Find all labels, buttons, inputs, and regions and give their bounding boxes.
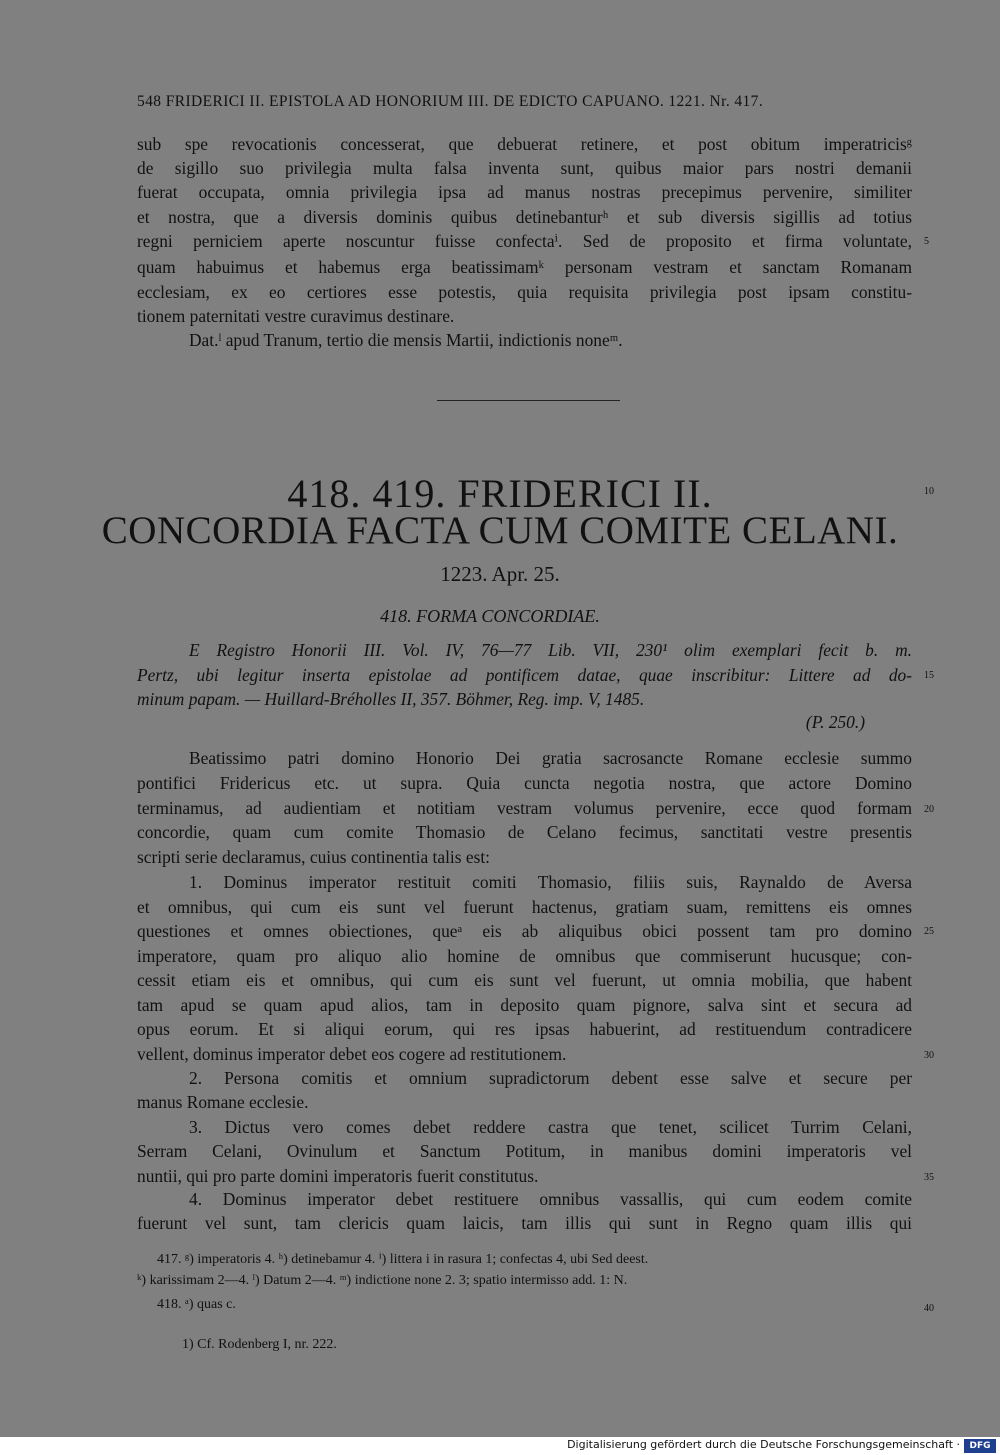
text-line: 4. Dominus imperator debet restituere omnibus vassallis, qui cum eodem comite [189,1189,912,1209]
text-line: manus Romane ecclesie. [137,1092,309,1112]
margin-line-number: 35 [924,1172,934,1183]
source-line: E Registro Honorii III. Vol. IV, 76—77 Lib. VII, 230¹ olim exemplari fecit b. m. [189,640,912,660]
text-line: concordie, quam cum comite Thomasio de Celano fecimus, sanctitati vestre presentis [137,822,912,842]
text-line: 2. Persona comitis et omnium supradictorum debent esse salve et secure per [189,1068,912,1088]
text-line: 1. Dominus imperator restituit comiti Thomasio, filiis suis, Raynaldo de Aversa [189,872,912,892]
margin-line-number: 15 [924,670,934,681]
section-divider [437,400,620,401]
text-line: ecclesiam, ex eo certiores esse potestis, quia requisita privilegia post ipsam constitu- [137,282,912,302]
text-line: 3. Dictus vero comes debet reddere castra que tenet, scilicet Turrim Celani, [189,1117,912,1137]
text-line: sub spe revocationis concesserat, que debuerat retinere, et post obitum imperatricisᵍ [137,134,912,154]
footnote-line: 417. ᵍ) imperatoris 4. ʰ) detinebamur 4. ⁱ) littera i in rasura 1; confectas 4, ubi Sed deest. [157,1252,649,1267]
digitization-footer [0,1437,1000,1455]
text-line: et omnibus, qui cum eis sunt vel fuerunt hactenus, gratiam suam, remittens eis omnes [137,897,912,917]
margin-line-number: 40 [924,1303,934,1314]
source-line: Pertz, ubi legitur inserta epistolae ad pontificem datae, quae inscribitur: Littere ad do- [137,665,912,685]
text-line: opus eorum. Et si aliqui eorum, qui res ipsas habuerint, ad restituendum contradicere [137,1019,912,1039]
text-line: fuerat occupata, omnia privilegia ipsa ad manus nostras precepimus pervenire, similiter [137,182,912,202]
text-line: scripti serie declaramus, cuius continentia talis est: [137,847,491,867]
document-date: 1223. Apr. 25. [440,562,560,586]
text-line: tionem paternitati vestre curavimus destinare. [137,306,455,326]
text-line: nuntii, qui pro parte domini imperatoris fuerit constitutus. [137,1166,539,1186]
text-line: tam apud se quam apud alios, tam in deposito quam pignore, salva sint et secura ad [137,995,912,1015]
dfg-logo: DFG [964,1439,996,1453]
text-line: imperatore, quam pro aliquo alio homine de omnibus que commiserunt hucusque; con- [137,946,912,966]
text-line: quam habuimus et habemus erga beatissimamᵏ personam vestram et sanctam Romanam [137,257,912,277]
dating-line: Dat.ˡ apud Tranum, tertio die mensis Martii, indictionis noneᵐ. [189,330,623,350]
footnote-line: 1) Cf. Rodenberg I, nr. 222. [182,1337,337,1352]
text-line: terminamus, ad audientiam et notitiam vestram volumus pervenire, ecce quod formam [137,798,912,818]
margin-line-number: 25 [924,926,934,937]
text-line: questiones et omnes obiectiones, queᵃ eis ab aliquibus obici possent tam pro domino [137,921,912,941]
footnote-line: ᵏ) karissimam 2—4. ˡ) Datum 2—4. ᵐ) indictione none 2. 3; spatio intermisso add. 1: N. [137,1273,628,1288]
margin-line-number: 30 [924,1050,934,1061]
source-reference: (P. 250.) [805,712,865,732]
text-line: vellent, dominus imperator debet eos cogere ad restitutionem. [137,1044,567,1064]
source-line: minum papam. — Huillard-Bréholles II, 357. Böhmer, Reg. imp. V, 1485. [137,689,645,709]
text-line: regni perniciem aperte noscuntur fuisse confectaⁱ. Sed de proposito et firma voluntate, [137,231,912,251]
section-subtitle: 418. FORMA CONCORDIAE. [380,606,600,626]
footer-text: Digitalisierung gefördert durch die Deutsche Forschungsgemeinschaft · [567,1438,960,1451]
footnote-line: 418. ᵃ) quas c. [157,1297,236,1312]
text-line: de sigillo suo privilegia multa falsa inventa sunt, quibus maior pars nostri demanii [137,158,912,178]
text-line: Serram Celani, Ovinulum et Sanctum Potitum, in manibus domini imperatoris vel [137,1141,912,1161]
text-line: Beatissimo patri domino Honorio Dei gratia sacrosancte Romane ecclesie summo [189,748,912,768]
running-head: 548 FRIDERICI II. EPISTOLA AD HONORIUM III. DE EDICTO CAPUANO. 1221. Nr. 417. [137,93,764,110]
margin-line-number: 20 [924,804,934,815]
margin-line-number: 10 [924,486,934,497]
document-number-title: 418. 419. FRIDERICI II. [287,471,713,516]
text-line: cessit etiam eis et omnibus, qui cum eis sunt vel fuerunt, ut omnia mobilia, que habent [137,970,912,990]
margin-line-number: 5 [924,236,929,247]
text-line: et nostra, que a diversis dominis quibus detinebanturʰ et sub diversis sigillis ad totius [137,207,912,227]
text-line: fuerunt vel sunt, tam clericis quam laicis, tam illis qui sunt in Regno quam illis qui [137,1213,912,1233]
text-line: pontifici Fridericus etc. ut supra. Quia cuncta negotia nostra, que actore Domino [137,773,912,793]
document-title: CONCORDIA FACTA CUM COMITE CELANI. [101,509,899,552]
